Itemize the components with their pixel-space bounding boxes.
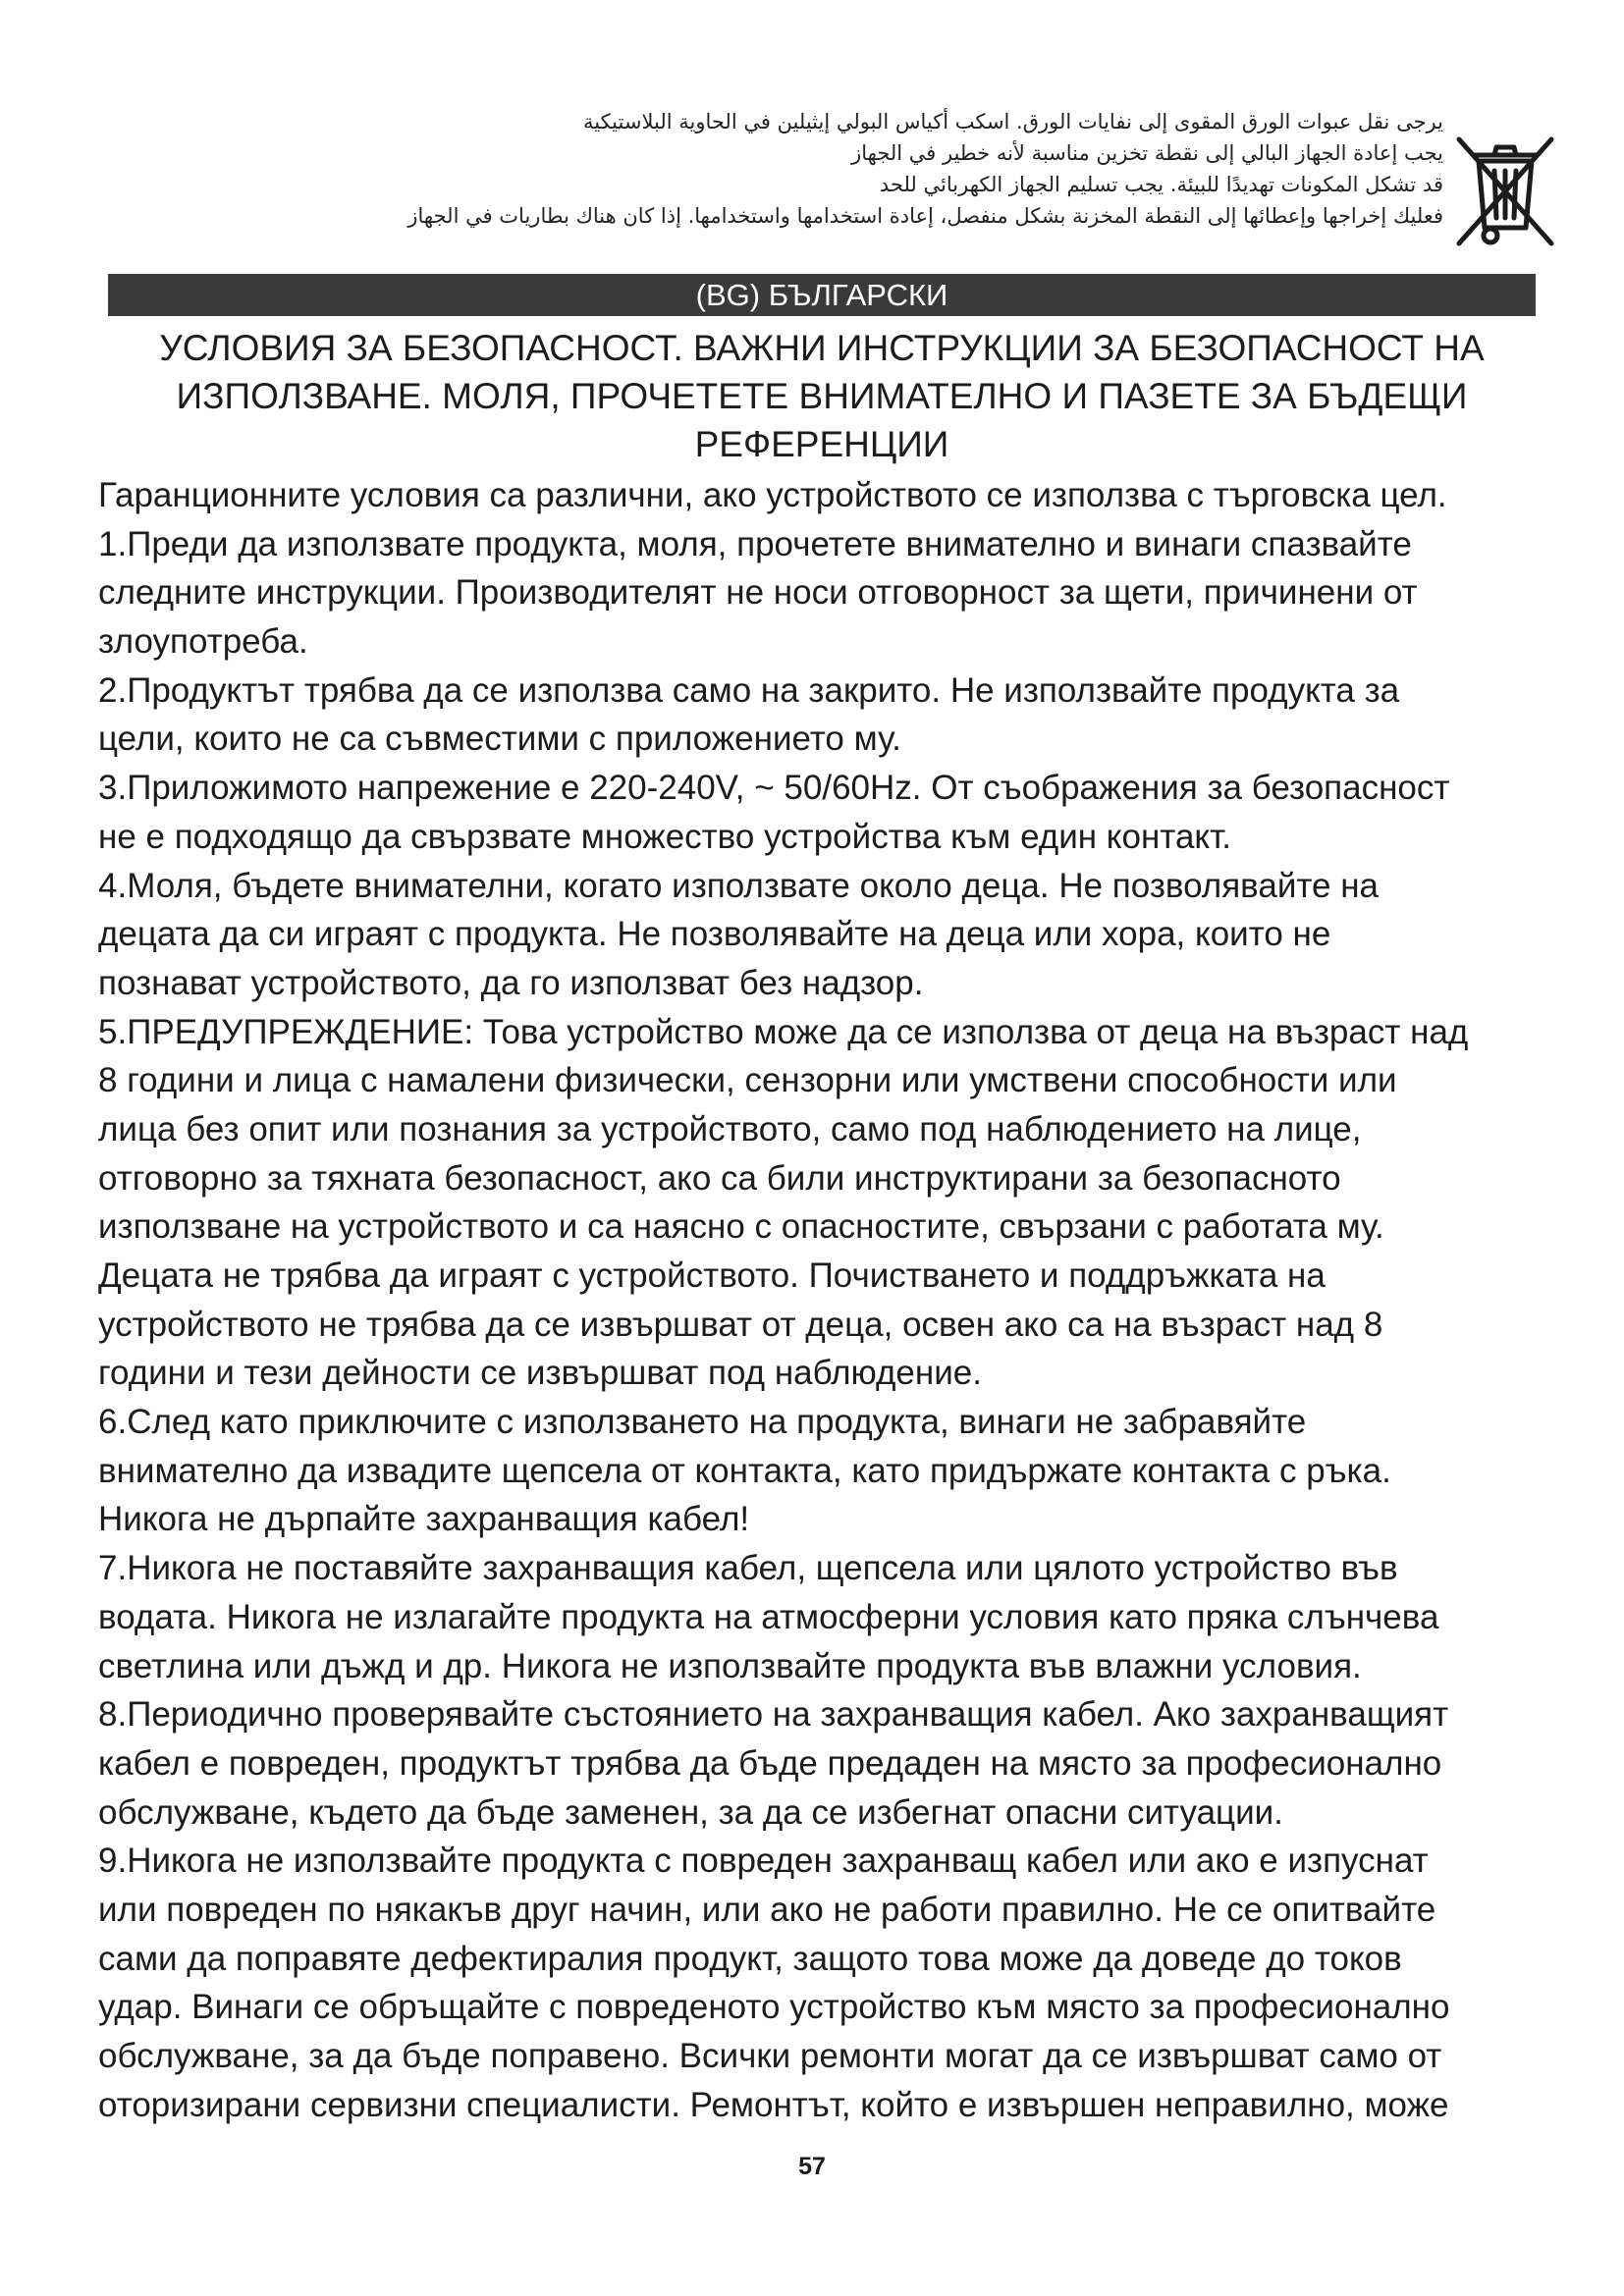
body-line: 2.Продуктът трябва да се използва само на закрито. Не използвайте продукта за — [98, 670, 1400, 710]
heading-line: ИЗПОЛЗВАНЕ. МОЛЯ, ПРОЧЕТЕТЕ ВНИМАТЕЛНО И ПАЗЕТЕ ЗА БЪДЕЩИ — [176, 376, 1468, 416]
body-line: или повреден по някакъв друг начин, или ако не работи правилно. Не се опитвайте — [98, 1890, 1436, 1929]
body-line: обслужване, за да бъде поправено. Всички ремонти могат да се извършват само от — [98, 2037, 1442, 2075]
page-number: 57 — [798, 2153, 826, 2180]
body-line: обслужване, където да бъде заменен, за да се избегнат опасни ситуации. — [98, 1792, 1283, 1832]
arabic-notice-line: يجب إعادة الجهاز البالي إلى نقطة تخزين مناسبة لأنه خطير في الجهاز — [851, 141, 1443, 165]
body-line: Децата не трябва да играят с устройството. Почистването и поддръжката на — [98, 1256, 1326, 1295]
crossed-out-wheelie-bin-icon — [1451, 126, 1559, 253]
body-line: Гаранционните условия са различни, ако устройството се използва с търговска цел. — [98, 476, 1447, 514]
body-line: Никога не дърпайте захранващия кабел! — [98, 1500, 750, 1539]
language-section-header: (BG) БЪЛГАРСКИ — [108, 274, 1536, 316]
body-line: 7.Никога не поставяйте захранващия кабел, щепсела или цялото устройство във — [98, 1549, 1398, 1588]
body-line: оторизирани сервизни специалисти. Ремонтът, който е извършен неправилно, може — [98, 2085, 1449, 2124]
body-line: лица без опит или познания за устройството, само под наблюдението на лице, — [98, 1109, 1362, 1148]
heading-line: УСЛОВИЯ ЗА БЕЗОПАСНОСТ. ВАЖНИ ИНСТРУКЦИИ ЗА БЕЗОПАСНОСТ НА — [159, 328, 1485, 368]
body-line: цели, които не са съвместими с приложението му. — [98, 720, 901, 759]
body-line: светлина или дъжд и др. Никога не използвайте продукта във влажни условия. — [98, 1646, 1362, 1685]
body-line: години и тези дейности се извършват под наблюдение. — [98, 1354, 982, 1393]
body-line: 5.ПРЕДУПРЕЖДЕНИЕ: Това устройство може да се използва от деца на възраст над — [98, 1012, 1469, 1051]
body-line: злоупотреба. — [98, 622, 308, 662]
body-line: устройството не трябва да се извършват от деца, освен ако са на възраст над 8 — [98, 1305, 1383, 1344]
body-line: 4.Моля, бъдете внимателни, когато използвате около деца. Не позволявайте на — [98, 866, 1379, 905]
body-line: познават устройството, да го използват без надзор. — [98, 963, 924, 1002]
safety-heading — [108, 324, 1536, 468]
heading-line: РЕФЕРЕНЦИИ — [694, 424, 949, 464]
arabic-notice-line: فعليك إخراجها وإعطائها إلى النقطة المخزنة بشكل منفصل، إعادة استخدامها واستخدامها. إذا كان هناك بطاريات في الجهاز — [407, 204, 1443, 228]
body-line: сами да поправяте дефектиралия продукт, защото това може да доведе до токов — [98, 1939, 1402, 1978]
body-line: децата да си играят с продукта. Не позволявайте на деца или хора, които не — [98, 915, 1331, 954]
body-line: удар. Винаги се обръщайте с повреденото устройство към място за професионално — [98, 1988, 1450, 2027]
body-line: 9.Никога не използвайте продукта с повреден захранващ кабел или ако е изпуснат — [98, 1842, 1429, 1881]
arabic-recycling-notice — [295, 106, 1443, 232]
body-line: използване на устройството и са наясно с опасностите, свързани с работата му. — [98, 1207, 1384, 1247]
body-line: 3.Приложимото напрежение е 220-240V, ~ 50/60Hz. От съображения за безопасност — [98, 769, 1450, 808]
body-line: отговорно за тяхната безопасност, ако са били инструктирани за безопасното — [98, 1158, 1341, 1198]
body-line: водата. Никога не излагайте продукта на атмосферни условия като пряка слънчева — [98, 1597, 1439, 1636]
body-line: 8.Периодично проверявайте състоянието на захранващия кабел. Ако захранващият — [98, 1695, 1449, 1735]
arabic-notice-line: قد تشكل المكونات تهديدًا للبيئة. يجب تسليم الجهاز الكهربائي للحد — [879, 173, 1443, 196]
body-line: внимателно да извадите щепсела от контакта, като придържате контакта с ръка. — [98, 1451, 1391, 1490]
body-line: 8 години и лица с намалени физически, сензорни или умствени способности или — [98, 1061, 1397, 1100]
body-line: 6.След като приключите с използването на продукта, винаги не забравяйте — [98, 1403, 1307, 1442]
body-line: 1.Преди да използвате продукта, моля, прочетете внимателно и винаги спазвайте — [98, 524, 1412, 563]
safety-instructions-body — [98, 471, 1542, 2129]
body-line: не е подходящо да свързвате множество устройства към един контакт. — [98, 817, 1231, 856]
body-line: кабел е повреден, продуктът трябва да бъде предаден на място за професионално — [98, 1743, 1442, 1783]
arabic-notice-line: يرجى نقل عبوات الورق المقوى إلى نفايات الورق. اسكب أكياس البولي إيثيلين في الحاوية البلاستيكية — [582, 110, 1443, 133]
body-line: следните инструкции. Производителят не носи отговорност за щети, причинени от — [98, 573, 1418, 613]
